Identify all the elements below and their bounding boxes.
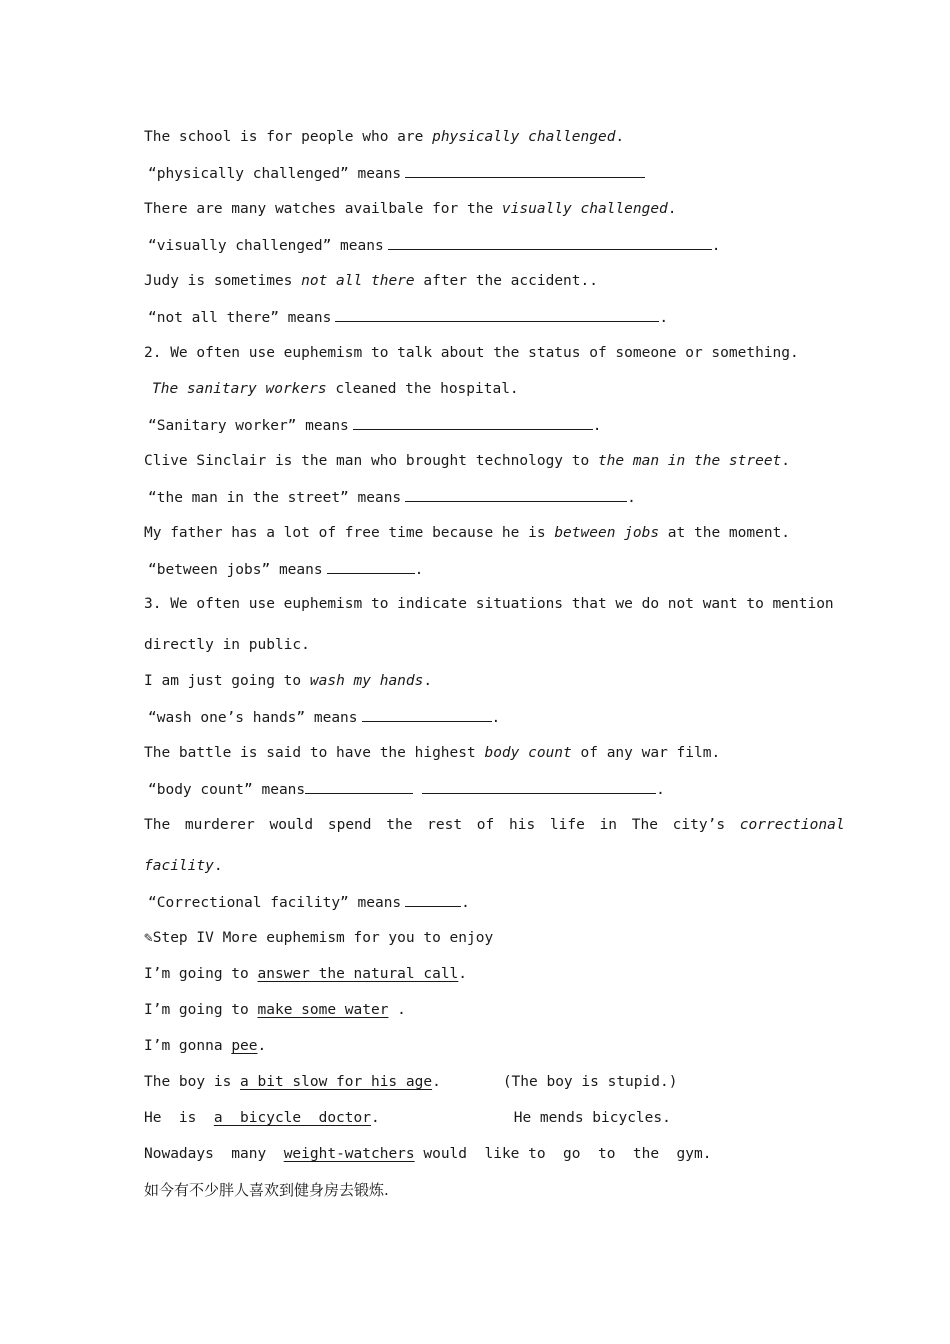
sentence-wash-my-hands: I am just going to wash my hands. (144, 673, 433, 689)
answer-blank[interactable] (335, 307, 659, 322)
section-3-heading: 3. We often use euphemism to indicate situations that we do not want to mention (144, 596, 834, 612)
section-2-heading: 2. We often use euphemism to talk about the status of someone or something. (144, 345, 799, 361)
answer-blank[interactable] (305, 779, 413, 794)
sentence-visually-challenged: There are many watches availbale for the visually challenged. (144, 201, 677, 217)
question-sanitary-worker: “Sanitary worker” means . (148, 415, 602, 436)
example-slow-for-age: The boy is a bit slow for his age. (The boy is stupid.) (144, 1074, 678, 1090)
question-physically-challenged: “physically challenged” means (148, 163, 645, 184)
example-natural-call: I’m going to answer the natural call. (144, 966, 468, 982)
answer-blank[interactable] (353, 415, 593, 430)
answer-blank[interactable] (405, 892, 461, 907)
sentence-sanitary-workers: The sanitary workers cleaned the hospital. (152, 381, 519, 397)
answer-blank[interactable] (362, 707, 492, 722)
answer-blank[interactable] (388, 235, 712, 250)
example-make-water: I’m going to make some water . (144, 1002, 406, 1018)
sentence-correctional-facility-cont: facility. (144, 858, 223, 874)
sentence-body-count: The battle is said to have the highest body count of any war film. (144, 745, 721, 761)
answer-blank[interactable] (327, 559, 415, 574)
sentence-between-jobs: My father has a lot of free time because he is between jobs at the moment. (144, 525, 791, 541)
answer-blank[interactable] (405, 487, 627, 502)
question-man-in-the-street: “the man in the street” means . (148, 487, 636, 508)
question-visually-challenged: “visually challenged” means . (148, 235, 720, 256)
answer-blank[interactable] (405, 163, 645, 178)
chinese-translation: 如今有不少胖人喜欢到健身房去锻炼. (144, 1181, 389, 1199)
translation-note: He mends bicycles. (513, 1110, 671, 1126)
translation-note: (The boy is stupid.) (502, 1074, 678, 1090)
step-iv-heading: ✎Step IV More euphemism for you to enjoy (144, 930, 494, 946)
question-correctional-facility: “Correctional facility” means . (148, 892, 470, 913)
example-pee: I’m gonna pee. (144, 1038, 267, 1054)
sentence-not-all-there: Judy is sometimes not all there after the accident.. (144, 273, 598, 289)
sentence-man-in-the-street: Clive Sinclair is the man who brought technology to the man in the street. (144, 453, 791, 469)
sentence-correctional-facility: The murderer would spend the rest of his life in The city’s correctional (144, 817, 845, 833)
question-body-count: “body count” means . (148, 779, 665, 800)
example-bicycle-doctor: He is a bicycle doctor. He mends bicycles. (144, 1110, 671, 1126)
section-3-heading-cont: directly in public. (144, 637, 310, 653)
question-not-all-there: “not all there” means . (148, 307, 668, 328)
example-weight-watchers: Nowadays many weight-watchers would like to go to the gym. (144, 1146, 712, 1162)
question-between-jobs: “between jobs” means . (148, 559, 423, 580)
sentence-physically-challenged: The school is for people who are physically challenged. (144, 129, 625, 145)
answer-blank[interactable] (422, 779, 656, 794)
question-wash-hands: “wash one’s hands” means . (148, 707, 500, 728)
